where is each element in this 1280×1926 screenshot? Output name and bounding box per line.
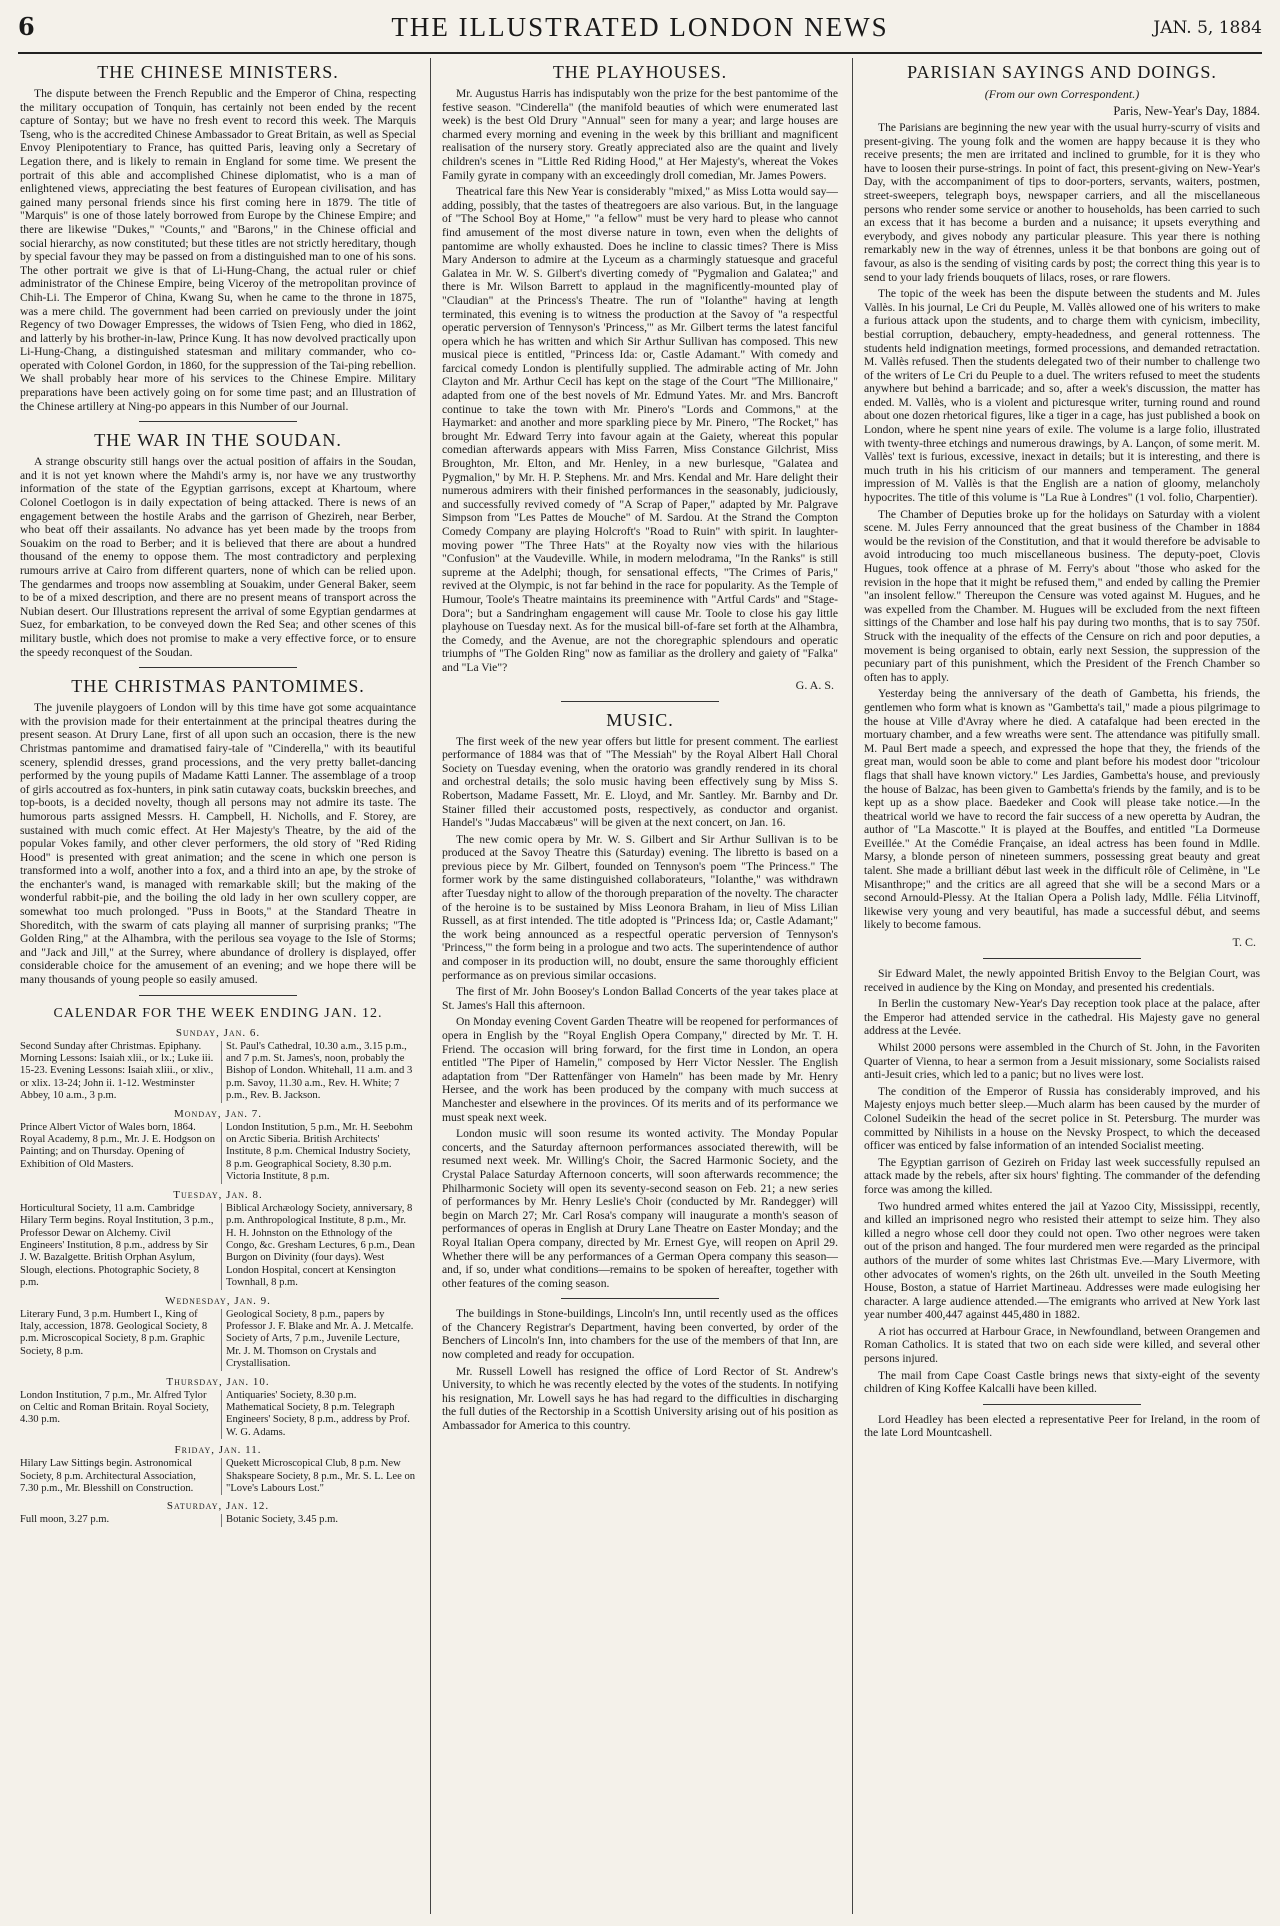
calendar-entries [20,1458,416,1495]
calendar-entry-left: Prince Albert Victor of Wales born, 1864. Royal Academy, 8 p.m., Mr. J. E. Hodgson on Painting; and on Thursday. Opening of Exhibition of Old Masters. [20,1121,215,1170]
page-number: 6 [18,12,35,41]
article-paragraph: The new comic opera by Mr. W. S. Gilbert and Sir Arthur Sullivan is to be produced at the Savoy Theatre this (Saturday) evening. The libretto is based on a previous piece by Mr. Gilbert, founded on Tennyson's poem "The Princess." The former work by the same distinguished collaborateurs, "Iolanthe," was withdrawn after Tuesday night to allow of the thorough preparation of the novelty. The character of the heroine is to be sustained by Miss Leonora Braham, in lieu of Miss Lilian Russell, as at first intended. The title adopted is "Princess Ida; or, Castle Adamant;" the work being announced as a respectful operatic perversion of Tennyson's 'Princess,'" the form being in a prologue and two acts. The superintendence of author and composer in its production will, no doubt, ensure the same thoroughly efficient performance as on previous similar occasions. [442,832,838,982]
news-note: Lord Headley has been elected a representative Peer for Ireland, in the room of the late Lord Mountcashell. [864,1412,1260,1440]
calendar-entry-left: Full moon, 3.27 p.m. [20,1514,110,1526]
article-paragraph: Mr. Russell Lowell has resigned the office of Lord Rector of St. Andrew's University, to which he was recently elected by the votes of the students. In notifying his resignation, Mr. Lowell says he has had regard to the difficulties in discharging the full duties of the Rectorship in a Scottish University arising out of his position as Ambassador for America to this country. [442,1364,838,1433]
calendar-day: Wednesday, Jan. 9. [165,1294,271,1307]
article-heading: MUSIC. [606,709,674,730]
calendar-title: CALENDAR FOR THE WEEK ENDING JAN. 12. [53,1005,383,1021]
article-paragraph: Mr. Augustus Harris has indisputably won the prize for the best pantomime of the festive season. "Cinderella" (the manifold beauties of which were enumerated last week) is the best Old Drury "Annual" seen for many a year; and large houses are charmed every morning and evening in the week by this brilliant and magnificent realisation of the nursery story. Greatly appreciated also are the quaint and lively children's scenes in "Little Red Riding Hood," at Her Majesty's, whereat the Vokes Family gyrate in company with an exceedingly droll comedian, Mr. James Powers. [442,87,838,182]
calendar-entry-right: Botanic Society, 3.45 p.m. [221,1514,416,1526]
section-divider [983,958,1141,959]
calendar-entry-left: Second Sunday after Christmas. Epiphany. Morning Lessons: Isaiah xlii., or lx.; Luke iii. 15-23. Evening Lessons: Isaiah xliii., or xliv., or xlix. 13-24; John ii. 1-12. Westminster Abbey, 10 a.m., 3 p.m. [20,1040,214,1102]
column-rule [430,58,431,1914]
calendar-day: Tuesday, Jan. 8. [173,1188,263,1201]
article-paragraph: Yesterday being the anniversary of the death of Gambetta, his friends, the gentlemen who form what is known as "Gambetta's tail," made a pious pilgrimage to the house at Ville d'Avray where he died. A catafalque had been erected in the mortuary chamber, and a few wreaths were sent. The attendance was pitifully small. M. Paul Bert made a speech, and expressed the hope that they, the friends of the great man, would soon be able to come and plant before his modest door "tricolour flags that shall have known victory." Les Jardies, Gambetta's house, and previously the house of Balzac, has been given to Gambetta's friends by the family, and is to be kept up as a show place. Baedeker and Cook will please take notice.—In the theatrical world we have to record the fair success of a new operetta by Audran, the author of "La Mascotte." It is played at the Bouffes, and entitled "La Dormeuse Eveillée." At the Comédie Française, an ideal actress has been found in Mdlle. Marsy, a blonde person of nineteen summers, possessing great beauty and great talent. She made a brilliant début last week in the difficult rôle of Celimène, in "Le Misanthrope;" and the critics are all agreed that she will be a second Mars or a second Arnould-Plessy. At the Italian Opera a Polish lady, Mdlle. Félia Litvinoff, likewise very young and very beautiful, has made a successful début, and seems likely to become famous. [864,687,1260,932]
news-note: The Egyptian garrison of Gezireh on Friday last week successfully repulsed an attack made by the rebels, after six hours' fighting. The commander of the defending force was among the killed. [864,1155,1260,1196]
column-left [20,58,416,1914]
calendar-entry-right: Biblical Archæology Society, anniversary, 8 p.m. Anthropological Institute, 8 p.m., Mr. H. H. Johnston on the Ethnology of the Congo, &c. Gresham Lectures, 6 p.m., Dean Burgon on Divinity (four days). West London Hospital, concert at Kensington Townhall, 8 p.m. [221,1203,416,1290]
news-note: In Berlin the customary New-Year's Day reception took place at the palace, after the Emperor had attended service in the cathedral. His Majesty gave no general address at the Levée. [864,997,1260,1038]
section-divider [139,421,297,422]
calendar-entry-left: Literary Fund, 3 p.m. Humbert I., King of Italy, accession, 1878. Geological Society, 8 p.m. Microscopical Society, 8 p.m. Graphic Society, 8 p.m. [20,1308,208,1357]
calendar-entries [20,1309,416,1371]
article-heading: THE CHRISTMAS PANTOMIMES. [71,676,365,697]
article-paragraph: The topic of the week has been the dispute between the students and M. Jules Vallès. In his journal, Le Cri du Peuple, M. Vallès allowed one of his writers to make a furious attack upon the students, and to charge them with cynicism, imbecility, bestial corruption, debauchery, empty-headedness, and general rottenness. The students held indignation meetings, formed processions, and demanded retractation. M. Vallès refused. Then the students delegated two of their number to challenge two of the writers of Le Cri du Peuple to a duel. The writers refused to meet the students anywhere but behind a barricade; and so, after a week's discussion, the matter has ended. M. Vallès, who is a violent and picturesque writer, turning round and round about one dozen rhetorical figures, like a tiger in a cage, has just published a book on London, where he spent nine years of exile. The volume is a large folio, illustrated with twenty-three etchings and numerous drawings, by A. Lançon, of some merit. M. Vallès' text is furious, excessive, inexact in details; but it is interesting, and there is much truth in his his criticism of our manners and temperament. The general impression of M. Vallès is that the English are a nation of gloomy, melancholy hypocrites. The title of this volume is "La Rue à Londres" (1 vol. folio, Charpentier). [864,287,1260,505]
article-dateline: Paris, New-Year's Day, 1884. [1113,104,1260,118]
masthead [18,10,1262,54]
news-note: The mail from Cape Coast Castle brings news that sixty-eight of the seventy children of King Koffee Kalcalli have been killed. [864,1368,1260,1396]
calendar-entry-left: Hilary Law Sittings begin. Astronomical Society, 8 p.m. Architectural Association, 7.30 p.m., Mr. Blesshill on Construction. [20,1458,196,1494]
article-subtitle: (From our own Correspondent.) [984,87,1140,101]
calendar-entry-left: Horticultural Society, 11 a.m. Cambridge Hilary Term begins. Royal Institution, 3 p.m., Professor Dewar on Alchemy. Civil Engineers' Institution, 8 p.m., address by Sir J. W. Bazalgette. British Orphan Asylum, Slough, elections. Photographic Society, 8 p.m. [20,1202,214,1289]
calendar-entries [20,1122,416,1184]
article-heading: THE CHINESE MINISTERS. [97,62,339,82]
calendar-entry-right: St. Paul's Cathedral, 10.30 a.m., 3.15 p.m., and 7 p.m. St. James's, noon, probably the Bishop of London. Whitehall, 11 a.m. and 3 p.m. Savoy, 11.30 a.m., Rev. H. White; 7 p.m., Rev. B. Jackson. [221,1041,416,1103]
article-heading: THE PLAYHOUSES. [552,62,728,82]
newspaper-title: THE ILLUSTRATED LONDON NEWS [391,12,889,42]
news-note: Sir Edward Malet, the newly appointed British Envoy to the Belgian Court, was received in audience by the King on Monday, and presented his credentials. [864,967,1260,994]
section-divider [139,995,297,996]
calendar-day: Thursday, Jan. 10. [166,1375,270,1388]
article-heading: PARISIAN SAYINGS AND DOINGS. [907,62,1217,82]
author-signature: G. A. S. [795,677,834,692]
article-paragraph: A strange obscurity still hangs over the actual position of affairs in the Soudan, and it is not yet known where the Mahdi's army is, nor have we any trustworthy information of the state of the Egyptian garrisons, except at Khartoum, where Colonel Coetlogon is in daily expectation of being attacked. There is news of an engagement between the hostile Arabs and the garrison of Ghezireh, near Berber, who beat off their assailants. No advance has yet been made by the troops from Souakim on the road to Berber; and it is believed that there are about a hundred thousand of the enemy to oppose them. The most contradictory and perplexing rumours arrive at Cairo from different quarters, none of which can be relied upon. The gendarmes and troops now assembling at Souakim, under General Baker, seem to be of a mixed description, and there are no present means of transport across the Nubian desert. Our Illustrations represent the arrival of some Egyptian gendarmes at Suez, for embarkation, to be conveyed down the Red Sea; and other scenes of this military bustle, which does not promise to make a very effective force, or to ensure the speedy reconquest of the Soudan. [20,455,416,659]
news-note: The condition of the Emperor of Russia has considerably improved, and his Majesty enjoys much better sleep.—Much alarm has been caused by the murder of Colonel Sudeikin the head of the secret police in St. Petersburg. The murder was committed by Nihilists in a house on the Nevsky Prospect, to which the deceased officer was enticed by false information of an intended Socialist meeting. [864,1084,1260,1153]
news-note: A riot has occurred at Harbour Grace, in Newfoundland, between Orangemen and Roman Catholics. It is stated that two on each side were killed, and several other persons injured. [864,1324,1260,1366]
calendar-day: Friday, Jan. 11. [174,1444,262,1457]
article-paragraph: The first week of the new year offers but little for present comment. The earliest performance of 1884 was that of "The Messiah" by the Royal Albert Hall Choral Society on Tuesday evening, when the oratorio was grandly rendered in its choral and orchestral details; the solo music having been effectively sung by Miss S. Robertson, Madame Fassett, Mr. E. Lloyd, and Mr. Santley. Mr. Barnby and Dr. Stainer filled their accustomed posts, respectively, as conductor and organist. Handel's "Judas Maccabæus" will be given at the next concert, on Jan. 16. [442,734,838,830]
column-rule [852,58,853,1914]
article-paragraph: London music will soon resume its wonted activity. The Monday Popular concerts, and the Saturday afternoon performances associated therewith, will be resumed next week. Mr. Willing's Choir, the Sacred Harmonic Society, and the Crystal Palace Saturday Afternoon concerts, will soon afterwards recommence; the Philharmonic Society will open its seventy-second season on Feb. 21; a new series of performances by Mr. Henry Leslie's Choir (conducted by Mr. Randegger) will begin on March 27; Mr. Carl Rosa's company will inaugurate a month's season of performances of operas in English at Drury Lane Theatre on Easter Monday; and the Royal Italian Opera company, directed by Mr. Ernest Gye, will reopen on April 29. Whether there will be any performances of a German Opera company this season—and, if so, under what conditions—remains to be spoken of hereafter, together with other features of the coming season. [442,1127,838,1290]
article-paragraph: The dispute between the French Republic and the Emperor of China, respecting the military occupation of Tonquin, has certainly not been ended by the recent capture of Sontay; but we have no fresh event to record this week. The Marquis Tseng, who is the accredited Chinese Ambassador to Great Britain, as well as Special Envoy Plenipotentiary to France, has quitted Paris, leaving only a Secretary of Legation there, and is likely to remain in England for some time. We present the portrait of this able and accomplished Chinese diplomatist, who is a man of enlightened views, appreciating the best features of European civilisation, and has gained many personal friends since his first coming here in 1879. The title of "Marquis" is one of those lately borrowed from Europe by the Chinese Empire; and there are likewise "Dukes," "Counts," and "Barons," in the Chinese official and social hierarchy, as now constituted; but these titles are not strictly hereditary, though by special favour they may be passed on from a distinguished man to one of his sons. The other portrait we give is that of Li-Hung-Chang, the actual ruler or chief administrator of the Chinese Empire, being Viceroy of the metropolitan province of Chih-Li. The Emperor of China, Kwang Su, when he came to the throne in 1875, was a mere child. The government had been carried on previously under the joint Regency of two Dowager Empresses, the widows of Tsien Feng, who died in 1862, and latterly by his brother-in-law, Prince Kung. It has now devolved practically upon Li-Hung-Chang, a distinguished statesman and military commander, who co-operated with Colonel Gordon, in 1860, for the suppression of the Tai-ping rebellion. We shall probably hear more of his services to the Chinese Empire. Military preparations have been actively going on for some time past; and an Illustration of the Chinese artillery at Ning-po appears in this Number of our Journal. [20,87,416,413]
article-paragraph: The Parisians are beginning the new year with the usual hurry-scurry of visits and present-giving. The young folk and the women are happy because it is they who receive presents; the men are irritated and inclined to grumble, for it is they who have to loosen their purse-strings. In point of fact, this present-giving on New-Year's Day, with the accompaniment of tips to door-porters, servants, waiters, postmen, street-sweepers, telegraph boys, newspaper carriers, and all the miscellaneous persons who render some service or another to households, has been carried to such an excess that it has become a burden and a nuisance; it upsets everything and everybody, and gives nobody any particular pleasure. This year there is nothing remarkably new in the way of étrennes, unless it be that bonbons are going out of favour, as also is the sending of visiting cards by post; the correct thing this year is to send to your lady friends bouquets of lilacs, roses, or rare flowers. [864,121,1260,284]
calendar-day: Monday, Jan. 7. [173,1107,263,1120]
calendar-entries [20,1041,416,1103]
calendar-day: Sunday, Jan. 6. [175,1026,261,1039]
article-paragraph: On Monday evening Covent Garden Theatre will be reopened for performances of opera in English by the "Royal English Opera Company," directed by Mr. T. H. Friend. The occasion will bring forward, for the first time in London, an opera entitled "The Piper of Hamelin," composed by Herr Victor Nessler. The English adaptation from "Der Rattenfänger von Hameln" has been made by Mr. Henry Hersee, and the work has been produced by the company with much success at Manchester and elsewhere in the provinces. Of its merits and of its performance we must speak next week. [442,1015,838,1124]
section-divider [561,1298,719,1299]
calendar-entries [20,1514,416,1526]
calendar-entry-right: Geological Society, 8 p.m., papers by Professor J. F. Blake and Mr. A. J. Metcalfe. Society of Arts, 7 p.m., Juvenile Lecture, Mr. J. M. Thomson on Crystals and Crystallisation. [221,1309,416,1371]
calendar-day: Saturday, Jan. 12. [166,1500,270,1513]
section-divider [139,667,297,668]
news-note: Whilst 2000 persons were assembled in the Church of St. John, in the Favoriten Quarter of Vienna, to hear a sermon from a Jesuit missionary, some Socialists raised anti-Jesuit cries, which led to a panic; but no lives were lost. [864,1041,1260,1082]
article-paragraph: The buildings in Stone-buildings, Lincoln's Inn, until recently used as the offices of the Chancery Registrar's Department, having been converted, by order of the Benchers of Lincoln's Inn, into chambers for the use of the members of that Inn, are now completed and ready for occupation. [442,1307,838,1362]
calendar-entries [20,1390,416,1440]
article-paragraph: The juvenile playgoers of London will by this time have got some acquaintance with the provision made for their entertainment at the principal theatres during the present season. At Drury Lane, first of all upon such an occasion, there is the new Christmas pantomime and dramatised fairy-tale of "Cinderella," with its beautiful scenery, splendid dresses, grand processions, and the very pretty ballet-dancing performed by the young pupils of Madame Katti Lanner. The assemblage of a troop of girls accoutred as fox-hunters, in pink satin cutaway coats, buckskin breeches, and top-boots, is a decided novelty, though all persons may not admire its taste. The humorous parts assigned Messrs. H. Campbell, H. Nicholls, and F. Storey, are sustained with much comic effect. At Her Majesty's Theatre, by the aid of the popular Vokes family, and other clever performers, the old story of "Red Riding Hood" is presented with great animation; and the scene in which one person is transformed into a wolf, another into a fox, and a third into an ape, by the stroke of the enchanter's wand, is managed with remarkable skill; but the making of the wonderful rabbit-pie, and the boiling the old lady in her own scullery copper, are somewhat too much prolonged. "Puss in Boots," at the Standard Theatre in Shoreditch, with the swarm of cats playing all manner of surprising pranks; "The Golden Ring," at the Alhambra, with the perilous sea voyage to the Isle of Storms; and "Jack and Jill," at the Surrey, where abundance of drollery is displayed, offer considerable choice for the amusement of an evening; and we hope there will be many thousands of young people so easily amused. [20,701,416,987]
author-signature: T. C. [1232,935,1256,950]
calendar-entries [20,1203,416,1290]
article-paragraph: The first of Mr. John Boosey's London Ballad Concerts of the year takes place at St. James's Hall this afternoon. [442,985,838,1012]
section-divider [561,701,719,702]
article-paragraph: Theatrical fare this New Year is considerably "mixed," as Miss Lotta would say—adding, possibly, that the tastes of theatregoers are also various. But, in the language of "The School Boy at Home," "a fellow" must be very hard to please who cannot find amusement of the most diverse nature in town, even when the delights of pantomime are wholly exhausted. Does he incline to classic times? There is Miss Mary Anderson to admire at the Lyceum as a charmingly statuesque and graceful Galatea in Mr. W. S. Gilbert's diverting comedy of "Pygmalion and Galatea;" and there is Mr. Wilson Barrett to applaud in the magnificently-mounted play of "Claudian" at the Princess's Theatre. The run of "Iolanthe" having at length terminated, this evening is to witness the production at the Savoy of "a respectful operatic perversion of Tennyson's 'Princess,'" as Mr. Gilbert terms the latest fanciful opera which he has written and which Sir Arthur Sullivan has composed. This new musical piece is entitled, "Princess Ida: or, Castle Adamant." With comedy and farcical comedy London is plentifully supplied. The admirable acting of Mr. John Clayton and Mr. Arthur Cecil has kept on the stage of the Court "The Millionaire," adapted from one of the best novels of Mr. Edmund Yates. Mr. and Mrs. Bancroft continue to take the town with Mr. Pinero's "Lords and Commons," at the Haymarket: and another and more sparkling piece by Mr. Pinero, "The Rocket," has brought Mr. Edward Terry into favour again at the Gaiety, whereat this popular comedian afterwards appears with Miss Farren, Miss Constance Gilchrist, Miss Broughton, Mr. Elton, and Mr. Henley, in a new burlesque, "Galatea and Pygmalion," by Mr. H. P. Stephens. Mr. and Mrs. Kendal and Mr. Hare delight their numerous admirers with their finished performances in the seasonably, judiciously, and successfully revived comedy of "A Scrap of Paper," adapted by Mr. Palgrave Simpson from "Les Pattes de Mouche" of M. Sardou. At the Strand the Compton Comedy Company are playing Holcroft's "Road to Ruin" with spirit. In laughter-moving power "The Three Hats" at the Royalty now vies with the hilarious "Confusion" at the Vaudeville. While, in modern melodrama, "In the Ranks" is still supreme at the Adelphi; though, for sensational effects, "The Crimes of Paris," revived at the Olympic, is not far behind in the race for popularity. As the Temple of Humour, Toole's Theatre maintains its preeminence with "Artful Cards" and "Stage-Dora"; but a Sandringham engagement will cause Mr. Toole to close his gay little playhouse on Tuesday next. As for the musical bill-of-fare set forth at the Alhambra, the Comedy, and the Avenue, are not the choregraphic splendours and operatic triumphs of "The Golden Ring" now as familiar as the drollery and gaiety of "Falka" and "La Vie"? [442,185,838,674]
calendar-entry-right: Antiquaries' Society, 8.30 p.m. Mathematical Society, 8 p.m. Telegraph Engineers' Society, 8 p.m., address by Prof. W. G. Adams. [221,1390,416,1440]
calendar-entry-right: London Institution, 5 p.m., Mr. H. Seebohm on Arctic Siberia. British Architects' Institute, 8 p.m. Chemical Industry Society, 8 p.m. Geographical Society, 8.30 p.m. Victoria Institute, 8 p.m. [221,1122,416,1184]
article-paragraph: The Chamber of Deputies broke up for the holidays on Saturday with a violent scene. M. Jules Ferry announced that the great business of the Chamber in 1884 would be the revision of the Constitution, and that it would therefore be advisable to avoid introducing too much miscellaneous business. The deputy-poet, Clovis Hugues, took offence at a phrase of M. Ferry's about "those who asked for the revision in the hope that it might be refused them," and ended by calling the Premier "an insolent fellow." Thereupon the Censure was voted against M. Hugues, and he was expelled from the Chamber. M. Hugues will be excluded from the next fifteen sittings of the Chamber and lose half his pay during two months, that is to say 750f. Struck with the inequality of the effects of the Censure on rich and poor deputies, a movement is being organised to obtain, early next Session, the suppression of the pecuniary part of this punishment, which the President of the French Chamber so often has to apply. [864,507,1260,684]
calendar-entry-right: Quekett Microscopical Club, 8 p.m. New Shakspeare Society, 8 p.m., Mr. S. L. Lee on "Love's Labours Lost." [221,1458,416,1495]
calendar-entry-left: London Institution, 7 p.m., Mr. Alfred Tylor on Celtic and Roman Britain. Royal Society, 4.30 p.m. [20,1389,209,1426]
section-divider [983,1404,1141,1405]
news-note: Two hundred armed whites entered the jail at Yazoo City, Mississippi, recently, and killed an imprisoned negro who resisted their attempt to seize him. They also killed a negro whose cell door they could not open. Two other negroes were taken out of the prison and hanged. The four murdered men were regarded as the principal authors of the murder of some whites last Christmas Eve.—Mary Livermore, with other advocates of women's rights, on the 26th ult. unveiled in the South Meeting House, Boston, a statue of Harriet Martineau. Addresses were made eulogising her character. A large audience attended.—The emigrants who arrived at New York last year number 400,447 against 445,480 in 1882. [864,1199,1260,1322]
issue-date: JAN. 5, 1884 [1153,18,1262,38]
column-middle [442,58,838,1914]
article-heading: THE WAR IN THE SOUDAN. [94,430,342,451]
column-right [864,58,1260,1914]
